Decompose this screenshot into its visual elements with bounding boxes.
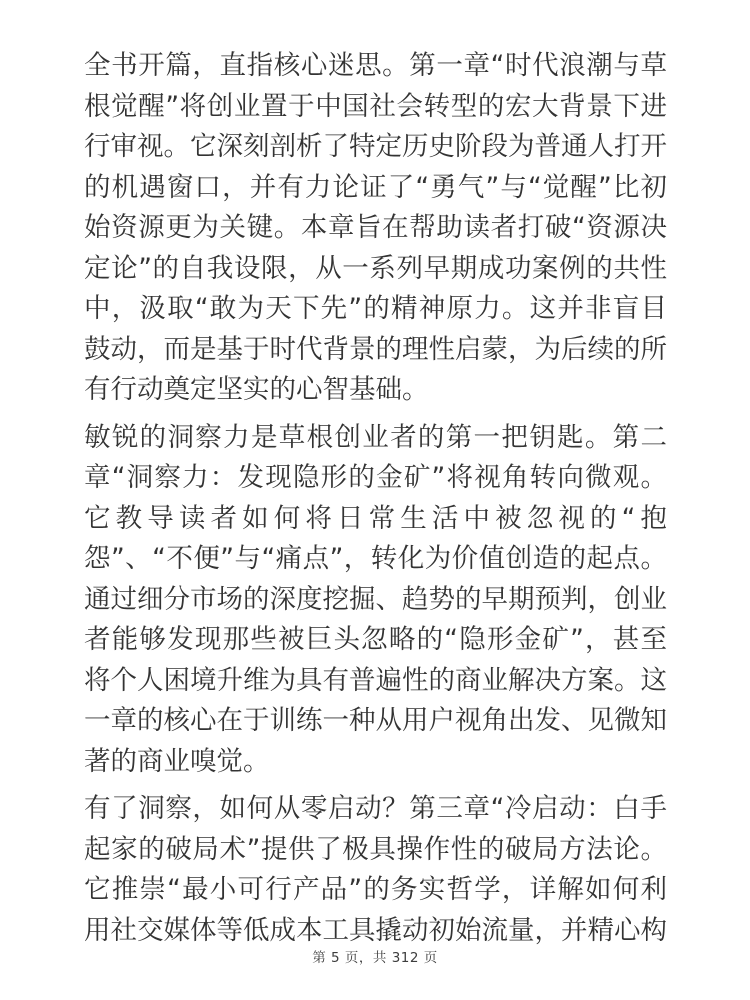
paragraph-chapter-3-summary: 有了洞察，如何从零启动？第三章“冷启动：白手起家的破局术”提供了极具操作性的破局方法论。它推崇“最小可行产品”的务实哲学，详解如何利用社交媒体等低成本工具撬动初始流量，并精心构 — [84, 793, 667, 946]
paragraph-chapter-1-summary: 全书开篇，直指核心迷思。第一章“时代浪潮与草根觉醒”将创业置于中国社会转型的宏大背景下进行审视。它深刻剖析了特定历史阶段为普通人打开的机遇窗口，并有力论证了“勇气”与“觉醒”比初始资源更为关键。本章旨在帮助读者打破“资源决定论”的自我设限，从一系列早期成功案例的共性中，汲取“敢为天下先”的精神原力。这并非盲目鼓动，而是基于时代背景的理性启蒙，为后续的所有行动奠定坚实的心智基础。 — [84, 50, 667, 405]
page-number-footer: 第 5 页，共 312 页 — [312, 950, 438, 966]
page-content — [84, 46, 667, 958]
paragraph-chapter-2-summary: 敏锐的洞察力是草根创业者的第一把钥匙。第二章“洞察力：发现隐形的金矿”将视角转向微观。它教导读者如何将日常生活中被忽视的“抱怨”、“不便”与“痛点”，转化为价值创造的起点。通过细分市场的深度挖掘、趋势的早期预判，创业者能够发现那些被巨头忽略的“隐形金矿”，甚至将个人困境升维为具有普遍性的商业解决方案。这一章的核心在于训练一种从用户视角出发、见微知著的商业嗅觉。 — [84, 421, 667, 777]
